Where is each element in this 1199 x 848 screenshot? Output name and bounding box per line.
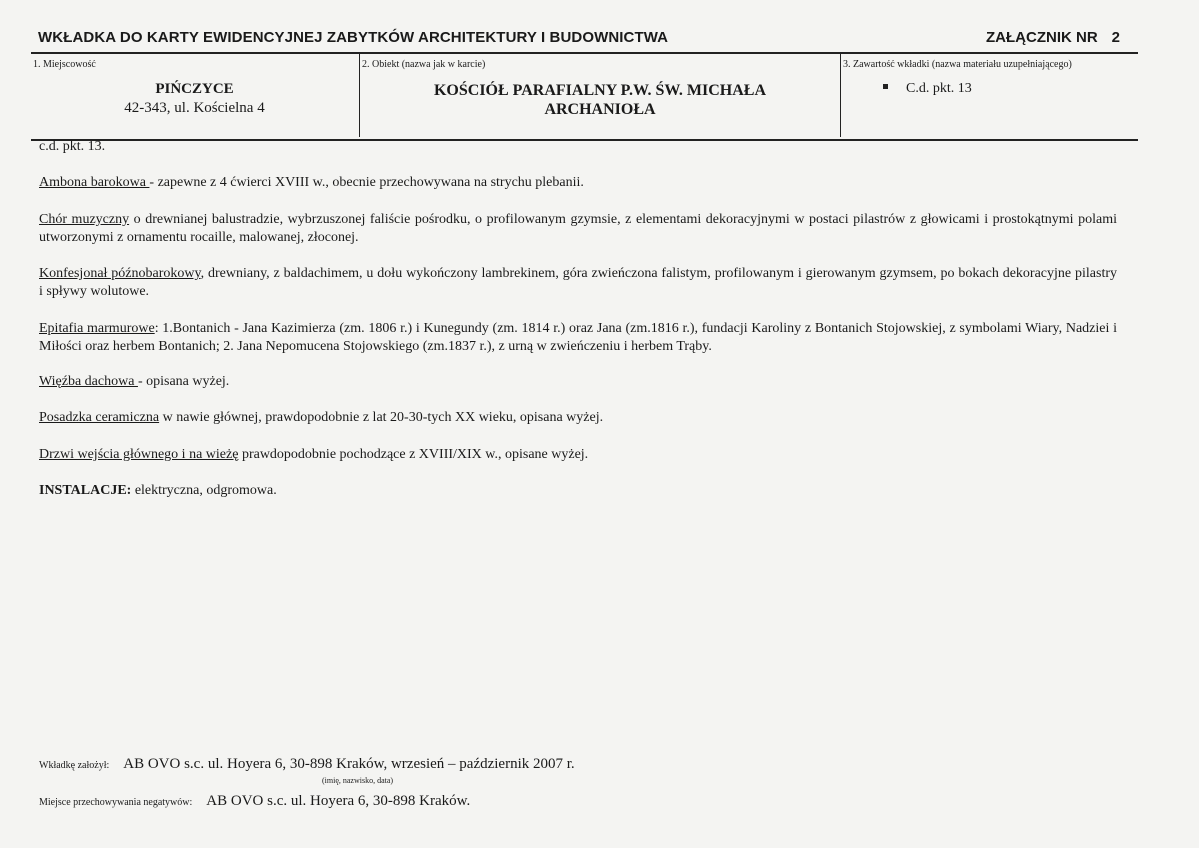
entry-text: o drewnianej balustradzie, wybrzuszonej faliście pośrodku, o profilowanym gzymsie, z elementami dekoracyjnymi w postaci pilastrów z głowicami i prostokątnymi polami utworzonymi z ornamentu rocaille, malowanej, złoconej. — [39, 212, 1117, 245]
entry-confessional — [39, 265, 1117, 301]
entry-text: w nawie głównej, prawdopodobnie z lat 20-30-tych XX wieku, opisana wyżej. — [159, 410, 604, 425]
entry-pulpit — [39, 174, 1117, 192]
entry-text: - zapewne z 4 ćwierci XVIII w., obecnie przechowywana na strychu plebanii. — [149, 175, 584, 190]
contents-label: 3. Zawartość wkładki (nazwa materiału uzupełniającego) — [843, 59, 1072, 70]
contents-item — [883, 81, 972, 97]
entry-roof-truss — [39, 373, 1117, 391]
entry-text: : 1.Bontanich - Jana Kazimierza (zm. 1806 r.) i Kunegundy (zm. 1814 r.) oraz Jana (zm.1816 r.), fundacji Karoliny z Bontanich Stojowskiej, z symbolami Wiary, Nadziei i Miłości oraz herbem Bontanich; 2. Jana Nepomucena Stojowskiego (zm.1837 r.), z urną w zwieńczeniu i herbem Trąby. — [39, 321, 1117, 354]
author-value: AB OVO s.c. ul. Hoyera 6, 30-898 Kraków, wrzesień – październik 2007 r. — [123, 756, 575, 772]
installations-label: INSTALACJE: — [39, 483, 132, 498]
entry-installations — [39, 482, 1117, 500]
locality-name: PIŃCZYCE — [155, 81, 234, 97]
author-hint: (imię, nazwisko, data) — [322, 776, 394, 785]
footer-author — [39, 756, 575, 773]
annex-label — [986, 29, 1120, 46]
entry-term: Więźba dachowa — [39, 374, 138, 389]
entry-text: prawdopodobnie pochodzące z XVIII/XIX w., opisane wyżej. — [238, 447, 589, 462]
entry-term: Posadzka ceramiczna — [39, 410, 160, 425]
author-label: Wkładkę założył: — [39, 760, 110, 771]
installations-text: elektryczna, odgromowa. — [131, 483, 277, 498]
entry-term: Epitafia marmurowe — [39, 321, 155, 336]
entry-epitaphs — [39, 320, 1117, 356]
entry-text: - opisana wyżej. — [137, 374, 230, 389]
entry-term: Konfesjonał późnobarokowy — [39, 266, 201, 281]
entry-doors — [39, 446, 1117, 464]
header-grid — [31, 52, 1138, 141]
object-name: KOŚCIÓŁ PARAFIALNY P.W. ŚW. MICHAŁA ARCHANIOŁA — [433, 82, 767, 118]
entry-floor — [39, 409, 1117, 427]
contents-item-text: C.d. pkt. 13 — [906, 81, 972, 96]
entry-text: , drewniany, z baldachimem, u dołu wykończony lambrekinem, góra zwieńczona falistym, profilowanym i gierowanym gzymsem, po bokach dekoracyjne pilastry i spływy wolutowe. — [39, 266, 1118, 299]
object-label: 2. Obiekt (nazwa jak w karcie) — [362, 59, 486, 70]
annex-number: 2 — [1111, 29, 1120, 46]
locality-label: 1. Miejscowość — [33, 59, 96, 70]
entry-term: Drzwi wejścia głównego i na wieżę — [39, 447, 239, 462]
negatives-value: AB OVO s.c. ul. Hoyera 6, 30-898 Kraków. — [206, 793, 471, 809]
annex-label-text: ZAŁĄCZNIK NR — [986, 29, 1098, 46]
bullet-icon — [883, 84, 888, 89]
continuation-heading: c.d. pkt. 13. — [39, 139, 106, 154]
entry-term: Ambona barokowa — [39, 175, 150, 190]
negatives-label: Miejsce przechowywania negatywów: — [39, 797, 193, 808]
locality-address: 42-343, ul. Kościelna 4 — [124, 100, 265, 116]
document-header — [38, 26, 1120, 50]
entry-choir — [39, 211, 1117, 247]
locality-cell — [31, 54, 358, 137]
entry-term: Chór muzyczny — [39, 212, 130, 227]
object-cell — [359, 54, 840, 137]
footer-negatives — [39, 793, 470, 810]
document-title: WKŁADKA DO KARTY EWIDENCYJNEJ ZABYTKÓW ARCHITEKTURY I BUDOWNICTWA — [38, 29, 669, 46]
contents-cell — [840, 54, 1139, 137]
